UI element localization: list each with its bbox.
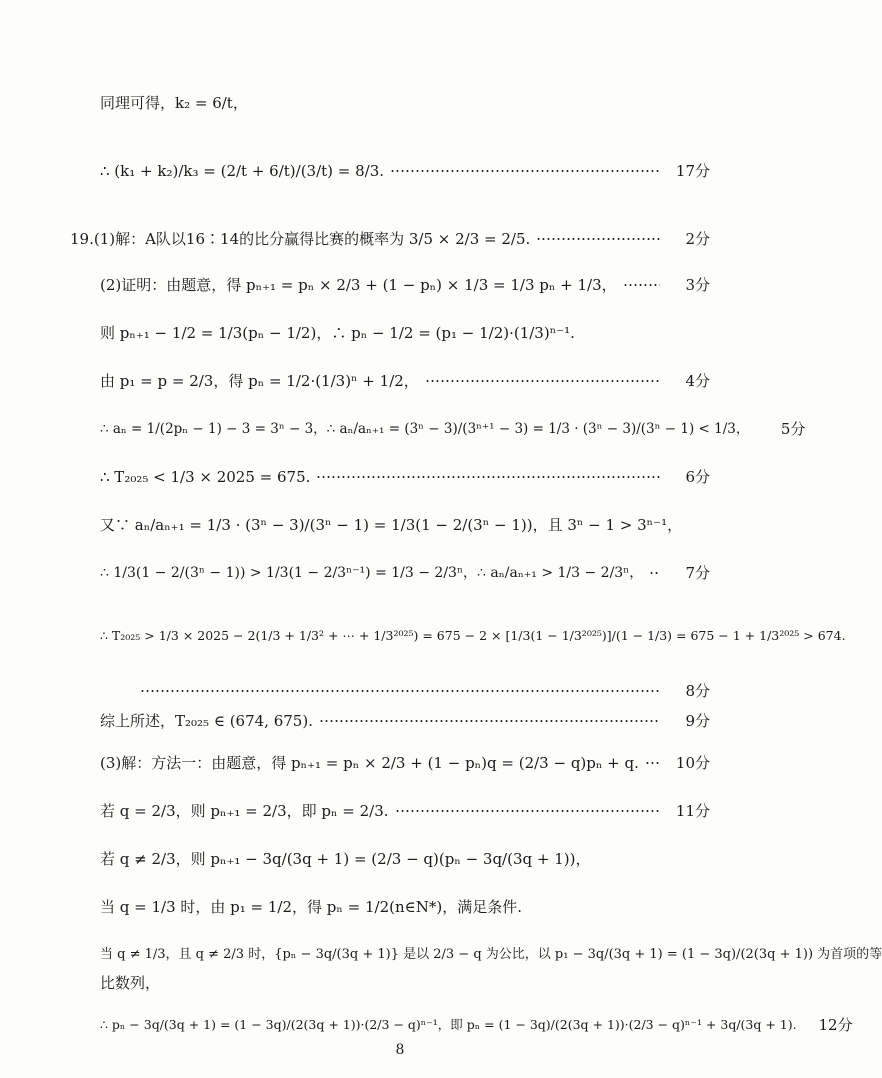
solution-line <box>100 322 710 344</box>
solution-line <box>100 274 710 296</box>
dot-leader <box>645 762 660 764</box>
line-text: (3)解：方法一：由题意，得 pₙ₊₁ = pₙ × 2/3 + (1 − pₙ)q = (2/3 − q)pₙ + q. <box>100 754 639 772</box>
score-label: 7分 <box>685 564 710 582</box>
line-text: 19.(1)解：A队以16∶14的比分赢得比赛的概率为 3/5 × 2/3 = 2/5. <box>70 230 531 248</box>
solution-line <box>100 752 710 774</box>
dot-leader <box>649 572 660 574</box>
line-text: 综上所述，T₂₀₂₅ ∈ (674, 675). <box>100 712 313 730</box>
line-text: 若 q = 2/3，则 pₙ₊₁ = 2/3，即 pₙ = 2/3. <box>100 802 389 820</box>
solution-line <box>100 800 710 822</box>
score-label: 4分 <box>685 372 710 390</box>
line-text: 比数列， <box>100 974 161 992</box>
solution-line <box>100 370 710 392</box>
solution-line <box>100 710 710 732</box>
solution-line <box>100 92 710 114</box>
line-text: 当 q ≠ 1/3，且 q ≠ 2/3 时，{pₙ − 3q/(3q + 1)} 是以 2/3 − q 为公比，以 p₁ − 3q/(3q + 1) = (1 − 3q)/(2(3q + 1)) 为首项的等 <box>100 947 882 962</box>
dot-leader <box>319 720 660 722</box>
score-label: 17分 <box>675 162 710 180</box>
solution-line <box>100 1014 853 1036</box>
score-label: 3分 <box>685 276 710 294</box>
dot-leader <box>623 284 660 286</box>
solution-line <box>100 466 710 488</box>
line-text: 同理可得，k₂ = 6/t， <box>100 94 248 112</box>
score-label: 8分 <box>685 682 710 700</box>
score-label: 2分 <box>685 230 710 248</box>
score-label: 11分 <box>675 802 710 820</box>
solution-line <box>100 514 710 536</box>
line-text: ∴ aₙ = 1/(2pₙ − 1) − 3 = 3ⁿ − 3，∴ aₙ/aₙ₊₁ = (3ⁿ − 3)/(3ⁿ⁺¹ − 3) = 1/3 · (3ⁿ − 3)/(3ⁿ − 1) < 1/3， <box>100 421 750 437</box>
line-text: 由 p₁ = p = 2/3，得 pₙ = 1/2·(1/3)ⁿ + 1/2， <box>100 372 419 390</box>
line-text: ∴ (k₁ + k₂)/k₃ = (2/t + 6/t)/(3/t) = 8/3. <box>100 162 385 180</box>
page-number: 8 <box>395 1042 405 1058</box>
solution-line <box>100 944 882 966</box>
dot-leader <box>316 476 660 478</box>
line-text: 又∵ aₙ/aₙ₊₁ = 1/3 · (3ⁿ − 3)/(3ⁿ − 1) = 1/3(1 − 2/(3ⁿ − 1))，且 3ⁿ − 1 > 3ⁿ⁻¹， <box>100 516 683 534</box>
solution-line <box>100 562 710 584</box>
score-label: 6分 <box>685 468 710 486</box>
score-label: 9分 <box>685 712 710 730</box>
solution-line <box>100 896 710 918</box>
dot-leader <box>536 238 660 240</box>
line-text: 若 q ≠ 2/3，则 pₙ₊₁ − 3q/(3q + 1) = (2/3 − q)(pₙ − 3q/(3q + 1))， <box>100 850 591 868</box>
score-label: 10分 <box>675 754 710 772</box>
score-label: 5分 <box>780 420 806 438</box>
solution-line <box>100 972 710 994</box>
dot-leader <box>140 690 660 692</box>
dot-leader <box>425 380 660 382</box>
solution-line <box>100 848 710 870</box>
line-text: 当 q = 1/3 时，由 p₁ = 1/2，得 pₙ = 1/2(n∈N*)，满足条件. <box>100 898 522 916</box>
line-text: ∴ T₂₀₂₅ < 1/3 × 2025 = 675. <box>100 468 311 486</box>
solution-line <box>100 418 806 440</box>
solution-line <box>70 228 710 250</box>
line-text: ∴ 1/3(1 − 2/(3ⁿ − 1)) > 1/3(1 − 2/3ⁿ⁻¹) = 1/3 − 2/3ⁿ，∴ aₙ/aₙ₊₁ > 1/3 − 2/3ⁿ， <box>100 565 644 581</box>
dot-leader <box>395 810 660 812</box>
line-text: ∴ T₂₀₂₅ > 1/3 × 2025 − 2(1/3 + 1/3² + ⋯ + 1/3²⁰²⁵) = 675 − 2 × [1/3(1 − 1/3²⁰²⁵)]/(1 − 1/3) = 675 − 1 + 1/3²⁰²⁵ > 674. <box>100 628 846 643</box>
score-label: 12分 <box>818 1016 853 1034</box>
solution-line <box>100 160 710 182</box>
line-text: 则 pₙ₊₁ − 1/2 = 1/3(pₙ − 1/2)，∴ pₙ − 1/2 = (p₁ − 1/2)·(1/3)ⁿ⁻¹. <box>100 324 575 342</box>
line-text: ∴ pₙ − 3q/(3q + 1) = (1 − 3q)/(2(3q + 1))·(2/3 − q)ⁿ⁻¹，即 pₙ = (1 − 3q)/(2(3q + 1))·(2/3 − q)ⁿ⁻¹ + 3q/(3q + 1). <box>100 1017 797 1032</box>
solution-line <box>100 625 846 647</box>
line-text: (2)证明：由题意，得 pₙ₊₁ = pₙ × 2/3 + (1 − pₙ) × 1/3 = 1/3 pₙ + 1/3， <box>100 276 617 294</box>
dot-leader <box>390 170 660 172</box>
solution-line <box>100 680 710 702</box>
